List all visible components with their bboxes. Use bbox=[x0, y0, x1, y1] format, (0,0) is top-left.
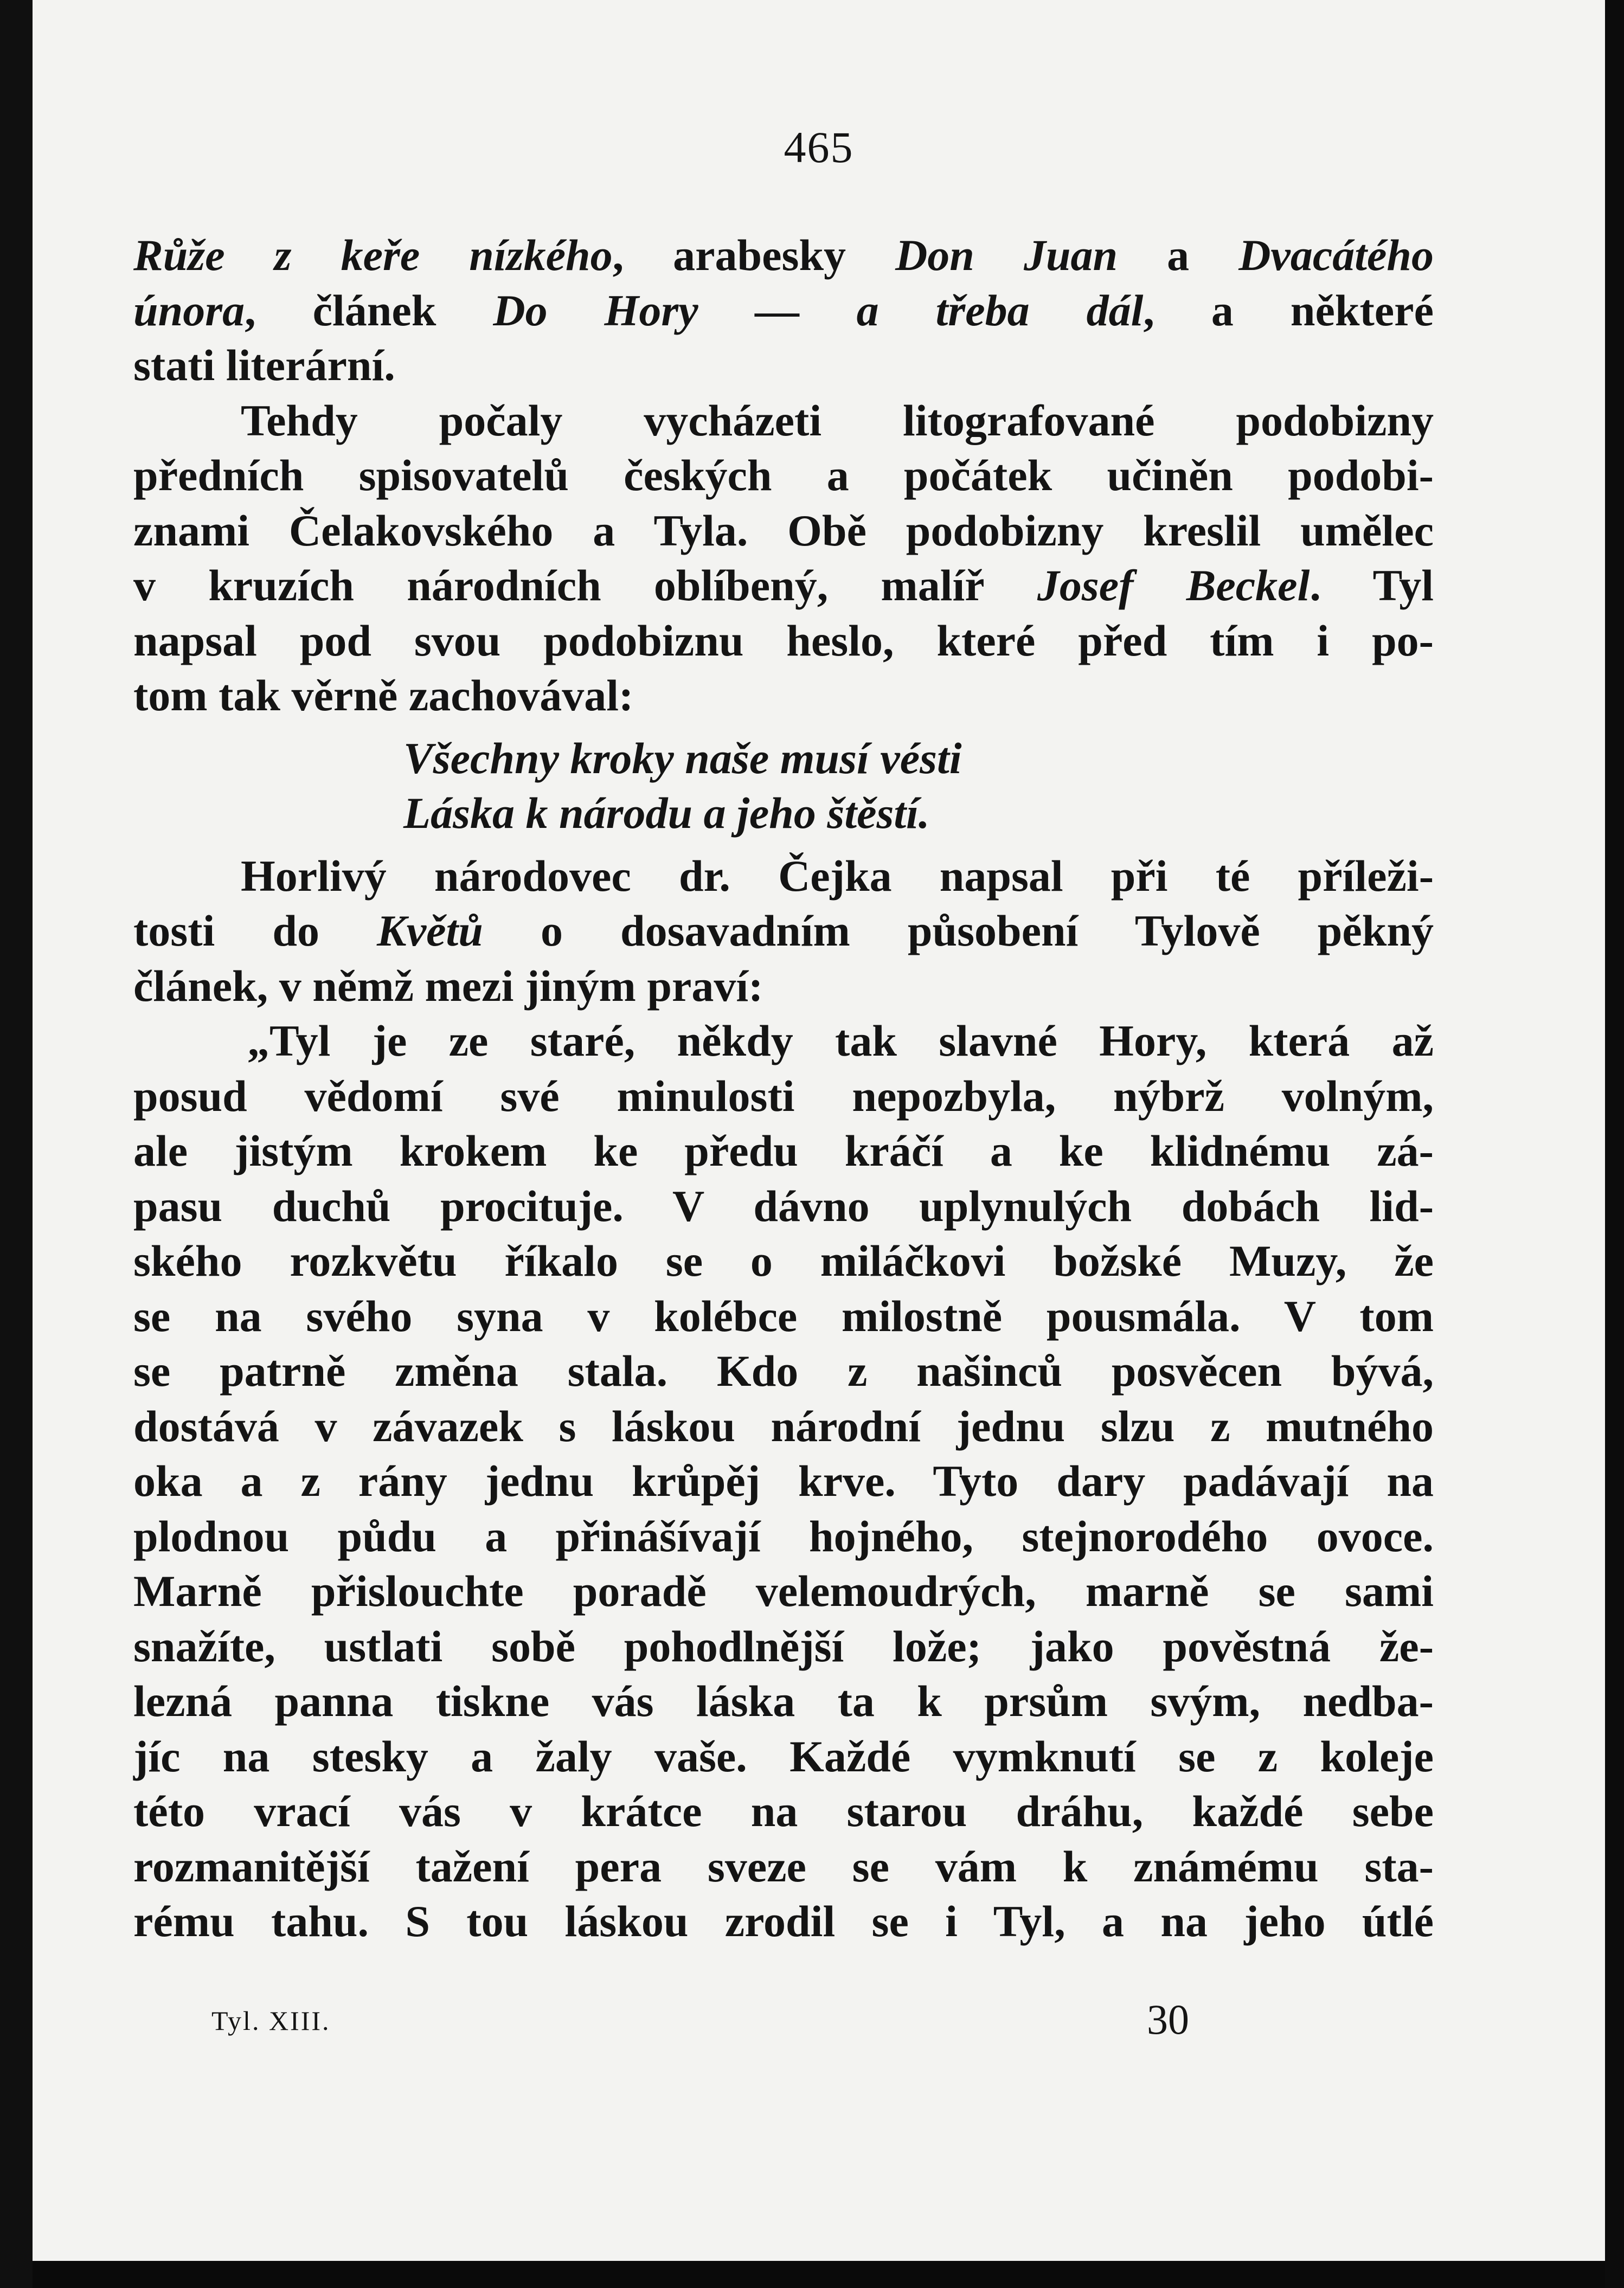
text-span: této vrací vás v krátce na starou dráhu, každé sebe bbox=[133, 1786, 1434, 1836]
text-span: plodnou půdu a přinášívají hojného, stejnorodého ovoce. bbox=[133, 1511, 1434, 1561]
text-line bbox=[133, 613, 1434, 669]
text-line bbox=[133, 1454, 1434, 1509]
text-line bbox=[133, 1344, 1434, 1399]
text-span: o dosavadním působení Tylově pěkný bbox=[483, 906, 1434, 955]
spacer bbox=[133, 723, 1434, 731]
page-number: 465 bbox=[784, 123, 854, 172]
text-line bbox=[133, 1509, 1434, 1564]
motto-line: Láska k národu a jeho štěstí. bbox=[403, 788, 930, 838]
text-span: tosti do bbox=[133, 906, 377, 955]
scan-right-edge bbox=[1605, 0, 1624, 2288]
text-span: Horlivý národovec dr. Čejka napsal při té příleži- bbox=[241, 851, 1434, 901]
body-text bbox=[133, 228, 1434, 1949]
text-span: Tehdy počaly vycházeti litografované podobizny bbox=[241, 395, 1434, 445]
text-span: článek, v němž mezi jiným praví: bbox=[133, 961, 763, 1011]
text-span: snažíte, ustlati sobě pohodlnější lože; jako pověstná že- bbox=[133, 1621, 1434, 1671]
text-span: dostává v závazek s láskou národní jednu slzu z mutného bbox=[133, 1401, 1434, 1451]
text-span: , článek bbox=[245, 285, 493, 335]
book-page bbox=[33, 0, 1605, 2261]
text-line bbox=[133, 668, 1434, 723]
text-line bbox=[133, 1839, 1434, 1894]
text-line bbox=[133, 1894, 1434, 1949]
text-span: . Tyl bbox=[1310, 561, 1434, 610]
italic-title: Květů bbox=[377, 906, 483, 955]
text-span: a bbox=[1118, 230, 1239, 280]
text-span: posud vědomí své minulosti nepozbyla, nýbrž volným, bbox=[133, 1071, 1434, 1121]
text-span: napsal pod svou podobiznu heslo, které před tím i po- bbox=[133, 615, 1434, 665]
text-line bbox=[133, 283, 1434, 338]
italic-title: Don Juan bbox=[895, 230, 1118, 280]
text-span: rozmanitější tažení pera sveze se vám k známému sta- bbox=[133, 1841, 1434, 1891]
spacer bbox=[133, 841, 1434, 849]
text-span: , arabesky bbox=[612, 230, 896, 280]
italic-name: Josef Beckel bbox=[1037, 561, 1310, 610]
text-span: „Tyl je ze staré, někdy tak slavné Hory, která až bbox=[247, 1016, 1434, 1065]
signature-mark: Tyl. XIII. bbox=[211, 2006, 331, 2036]
text-line bbox=[133, 393, 1434, 448]
text-line bbox=[133, 1233, 1434, 1289]
text-line bbox=[133, 503, 1434, 558]
text-line bbox=[133, 903, 1434, 959]
text-line bbox=[133, 558, 1434, 613]
text-span: se na svého syna v kolébce milostně pousmála. V tom bbox=[133, 1291, 1434, 1341]
text-span: jíc na stesky a žaly vaše. Každé vymknutí se z koleje bbox=[133, 1731, 1434, 1781]
text-line bbox=[133, 1729, 1434, 1784]
text-line bbox=[133, 959, 1434, 1014]
text-span: ale jistým krokem ke předu kráčí a ke klidnému zá- bbox=[133, 1126, 1434, 1175]
text-line bbox=[133, 1013, 1434, 1069]
text-span: předních spisovatelů českých a počátek učiněn podobi- bbox=[133, 451, 1434, 500]
text-line bbox=[133, 1123, 1434, 1179]
italic-title: Dvacátého bbox=[1238, 230, 1434, 280]
text-line bbox=[133, 1289, 1434, 1344]
text-span: znami Čelakovského a Tyla. Obě podobizny kreslil umělec bbox=[133, 505, 1434, 555]
motto-line: Všechny kroky naše musí vésti bbox=[403, 733, 962, 783]
text-line bbox=[133, 1069, 1434, 1124]
text-span: pasu duchů procituje. V dávno uplynulých dobách lid- bbox=[133, 1181, 1434, 1231]
text-span: Marně přislouchte poradě velemoudrých, marně se sami bbox=[133, 1566, 1434, 1616]
text-line bbox=[133, 338, 1434, 393]
italic-title: Růže z keře nízkého bbox=[133, 230, 613, 280]
text-line bbox=[133, 1784, 1434, 1839]
text-line bbox=[133, 1674, 1434, 1729]
text-span: stati literární. bbox=[133, 340, 395, 390]
text-line bbox=[133, 849, 1434, 904]
text-line bbox=[133, 1399, 1434, 1454]
italic-title: Do Hory — a třeba dál bbox=[493, 285, 1144, 335]
text-line bbox=[133, 448, 1434, 503]
sheet-number: 30 bbox=[1147, 1996, 1189, 2043]
text-span: v kruzích národních oblíbený, malíř bbox=[133, 561, 1037, 610]
text-span: se patrně změna stala. Kdo z našinců posvěcen bývá, bbox=[133, 1346, 1434, 1396]
text-line bbox=[133, 1564, 1434, 1619]
page-footer bbox=[33, 1995, 1605, 2049]
text-span: , a některé bbox=[1143, 285, 1434, 335]
text-span: oka a z rány jednu krůpěj krve. Tyto dary padávají na bbox=[133, 1456, 1434, 1506]
text-span: ského rozkvětu říkalo se o miláčkovi božské Muzy, že bbox=[133, 1236, 1434, 1286]
text-line bbox=[133, 1619, 1434, 1674]
text-line bbox=[133, 228, 1434, 283]
text-span: lezná panna tiskne vás láska ta k prsům svým, nedba- bbox=[133, 1676, 1434, 1726]
text-span: rému tahu. S tou láskou zrodil se i Tyl, a na jeho útlé bbox=[133, 1897, 1434, 1946]
italic-title: února bbox=[133, 285, 245, 335]
text-span: tom tak věrně zachovával: bbox=[133, 671, 634, 720]
scan-left-edge bbox=[0, 0, 33, 2288]
text-line bbox=[133, 1179, 1434, 1234]
